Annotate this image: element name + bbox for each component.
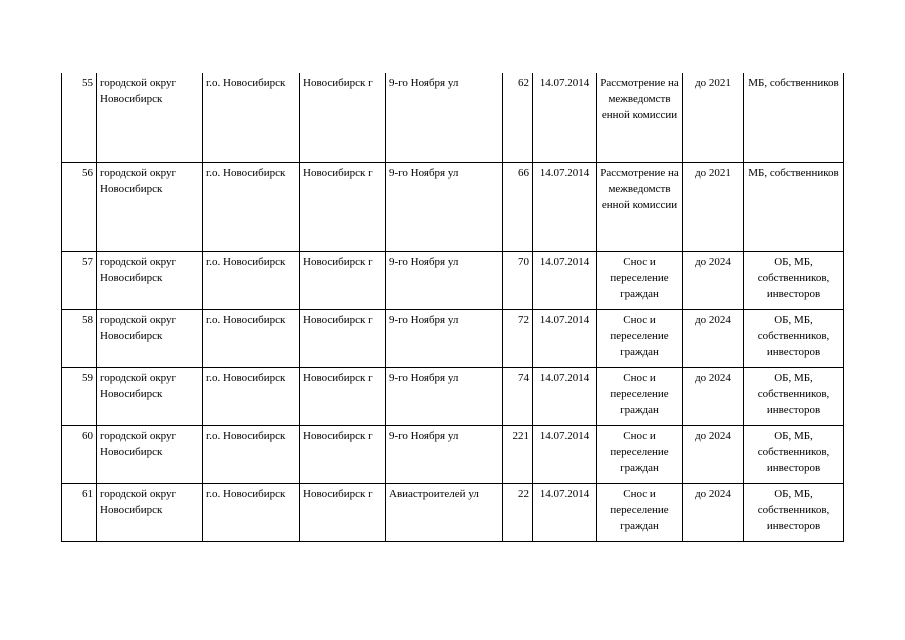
action-cell: Снос и переселение граждан [597,483,683,541]
table-row [62,251,844,309]
house-number-cell: 72 [503,309,533,367]
action-cell: Снос и переселение граждан [597,367,683,425]
municipality-cell: г.о. Новосибирск [203,367,300,425]
municipality-cell: г.о. Новосибирск [203,309,300,367]
date-cell: 14.07.2014 [533,483,597,541]
district-cell: городской округ Новосибирск [97,162,203,251]
term-cell: до 2024 [683,483,744,541]
table-row [62,162,844,251]
house-number-cell: 66 [503,162,533,251]
city-cell: Новосибирск г [300,425,386,483]
term-cell: до 2024 [683,367,744,425]
housing-table [61,73,844,542]
funding-cell: ОБ, МБ, собственников, инвесторов [744,251,844,309]
city-cell: Новосибирск г [300,162,386,251]
funding-cell: ОБ, МБ, собственников, инвесторов [744,367,844,425]
row-number: 60 [62,425,97,483]
action-cell: Снос и переселение граждан [597,309,683,367]
date-cell: 14.07.2014 [533,367,597,425]
row-number: 59 [62,367,97,425]
term-cell: до 2024 [683,309,744,367]
date-cell: 14.07.2014 [533,309,597,367]
house-number-cell: 74 [503,367,533,425]
table-row [62,309,844,367]
district-cell: городской округ Новосибирск [97,367,203,425]
row-number: 61 [62,483,97,541]
action-cell: Рассмотрение на межведомств енной комиссии [597,73,683,162]
house-number-cell: 70 [503,251,533,309]
house-number-cell: 221 [503,425,533,483]
funding-cell: ОБ, МБ, собственников, инвесторов [744,483,844,541]
district-cell: городской округ Новосибирск [97,483,203,541]
term-cell: до 2024 [683,425,744,483]
municipality-cell: г.о. Новосибирск [203,162,300,251]
city-cell: Новосибирск г [300,483,386,541]
municipality-cell: г.о. Новосибирск [203,425,300,483]
row-number: 58 [62,309,97,367]
street-cell: 9-го Ноября ул [386,162,503,251]
table-row [62,425,844,483]
district-cell: городской округ Новосибирск [97,73,203,162]
row-number: 55 [62,73,97,162]
funding-cell: ОБ, МБ, собственников, инвесторов [744,309,844,367]
municipality-cell: г.о. Новосибирск [203,73,300,162]
date-cell: 14.07.2014 [533,162,597,251]
term-cell: до 2024 [683,251,744,309]
district-cell: городской округ Новосибирск [97,425,203,483]
city-cell: Новосибирск г [300,73,386,162]
table-row [62,483,844,541]
action-cell: Снос и переселение граждан [597,251,683,309]
municipality-cell: г.о. Новосибирск [203,483,300,541]
district-cell: городской округ Новосибирск [97,309,203,367]
action-cell: Рассмотрение на межведомств енной комиссии [597,162,683,251]
row-number: 57 [62,251,97,309]
table-row [62,73,844,162]
funding-cell: МБ, собственников [744,73,844,162]
date-cell: 14.07.2014 [533,73,597,162]
district-cell: городской округ Новосибирск [97,251,203,309]
street-cell: 9-го Ноября ул [386,251,503,309]
street-cell: 9-го Ноября ул [386,309,503,367]
street-cell: 9-го Ноября ул [386,367,503,425]
funding-cell: ОБ, МБ, собственников, инвесторов [744,425,844,483]
date-cell: 14.07.2014 [533,251,597,309]
action-cell: Снос и переселение граждан [597,425,683,483]
table-body [62,73,844,541]
street-cell: 9-го Ноября ул [386,425,503,483]
date-cell: 14.07.2014 [533,425,597,483]
street-cell: Авиастроителей ул [386,483,503,541]
table-row [62,367,844,425]
funding-cell: МБ, собственников [744,162,844,251]
municipality-cell: г.о. Новосибирск [203,251,300,309]
term-cell: до 2021 [683,73,744,162]
city-cell: Новосибирск г [300,367,386,425]
house-number-cell: 22 [503,483,533,541]
house-number-cell: 62 [503,73,533,162]
street-cell: 9-го Ноября ул [386,73,503,162]
term-cell: до 2021 [683,162,744,251]
city-cell: Новосибирск г [300,309,386,367]
city-cell: Новосибирск г [300,251,386,309]
row-number: 56 [62,162,97,251]
